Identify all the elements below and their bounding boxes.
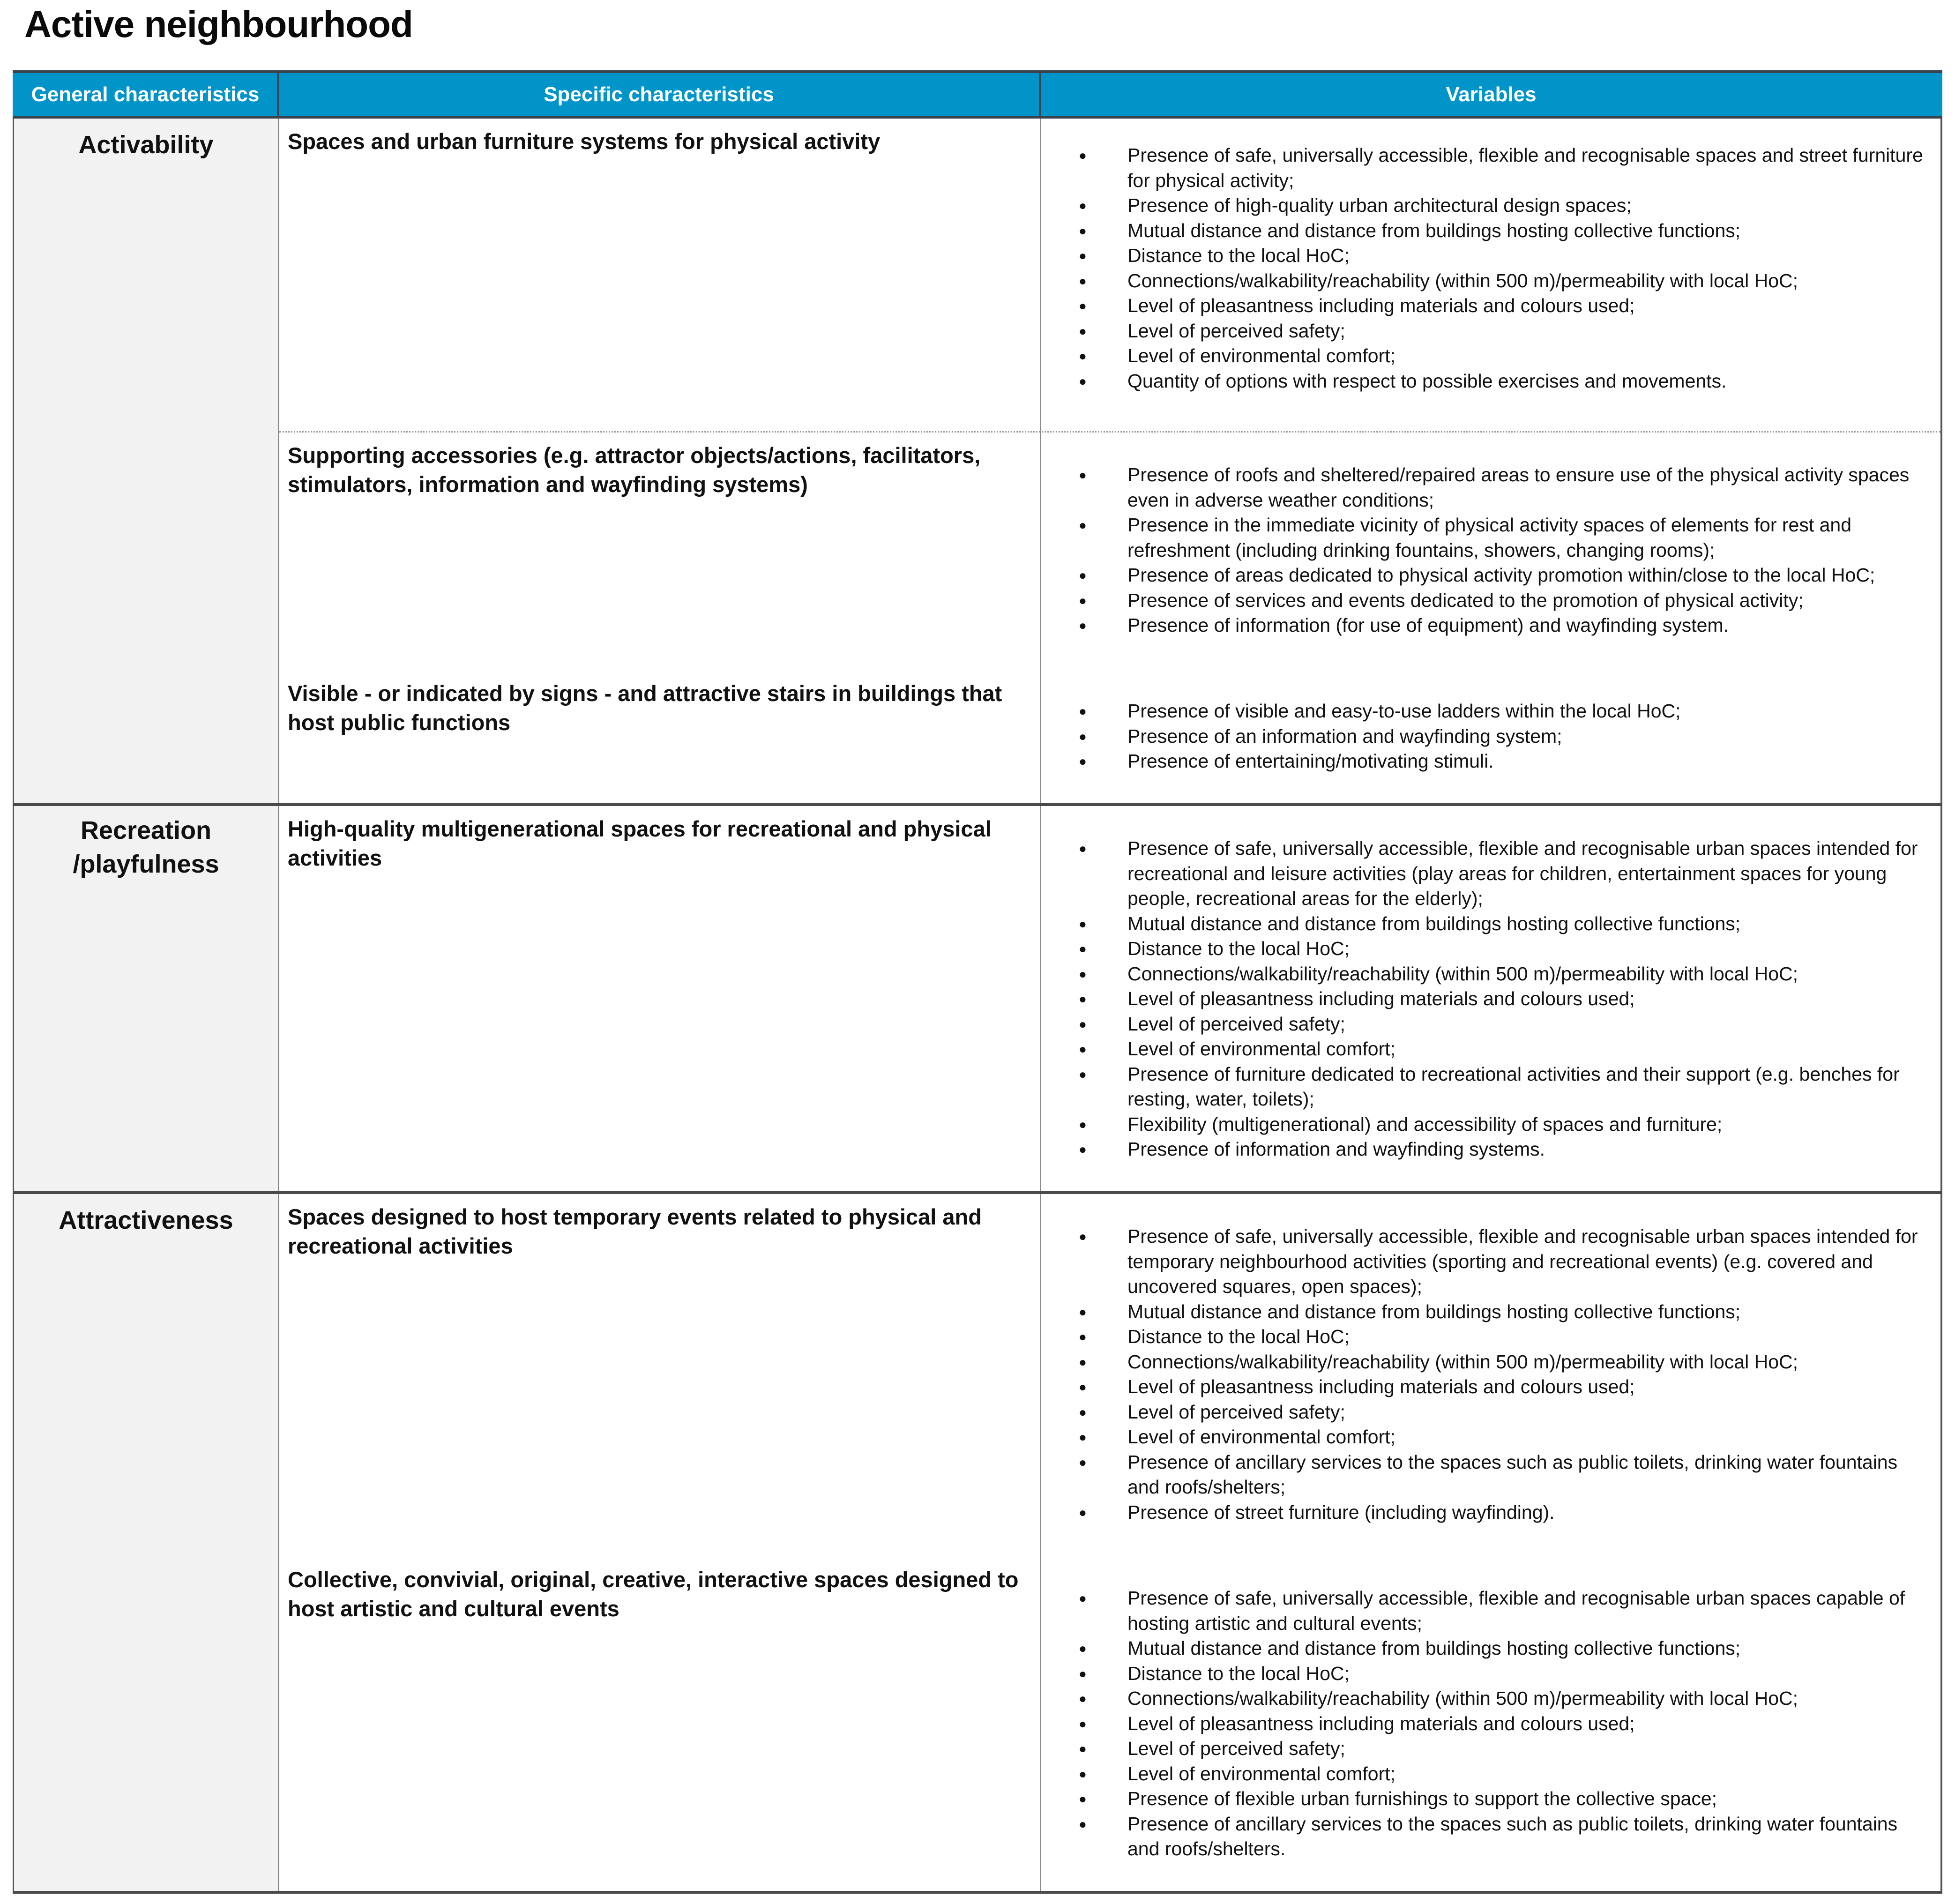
list-item: ● Quantity of options with respect to possible exercises and movements. — [1052, 369, 1931, 394]
list-item: ● Presence of information and wayfinding systems. — [1052, 1137, 1931, 1162]
table-row — [279, 806, 1940, 1190]
list-item: ● Presence of safe, universally accessible, flexible and recognisable spaces and street furniture for physical activity; — [1052, 143, 1931, 193]
list-item: ● Level of pleasantness including materials and colours used; — [1052, 1711, 1931, 1737]
list-item: ● Connections/walkability/reachability (within 500 m)/permeability with local HoC; — [1052, 1350, 1931, 1375]
list-item: ● Presence of high-quality urban architectural design spaces; — [1052, 193, 1931, 218]
list-item: ● Mutual distance and distance from buildings hosting collective functions; — [1052, 911, 1931, 937]
list-item: ● Connections/walkability/reachability (within 500 m)/permeability with local HoC; — [1052, 1686, 1931, 1711]
variables-list — [1052, 143, 1931, 394]
list-item: ● Presence of information (for use of equipment) and wayfinding system. — [1052, 613, 1931, 638]
header-specific-characteristics: Specific characteristics — [544, 82, 774, 106]
characteristics-table — [13, 70, 1942, 1894]
list-item: ● Level of environmental comfort; — [1052, 1425, 1931, 1450]
list-item: ● Presence of safe, universally accessible, flexible and recognisable urban spaces intended for temporary neighbourhood activities (sporting and recreational events) (e.g. covered and uncovered squares, open spaces); — [1052, 1224, 1931, 1299]
list-item: ● Distance to the local HoC; — [1052, 1661, 1931, 1687]
list-item: ● Distance to the local HoC; — [1052, 1324, 1931, 1350]
specific-characteristic: Spaces and urban furniture systems for physical activity — [288, 129, 880, 154]
specific-characteristic: Supporting accessories (e.g. attractor objects/actions, facilitators, stimulators, information and wayfinding systems) — [288, 443, 981, 497]
specific-characteristic: Visible - or indicated by signs - and attractive stairs in buildings that host public functions — [288, 681, 1002, 735]
list-item: ● Level of perceived safety; — [1052, 1400, 1931, 1425]
page-title: Active neighbourhood — [24, 3, 413, 45]
list-item: ● Presence of street furniture (including wayfinding). — [1052, 1500, 1931, 1525]
list-item: ● Level of perceived safety; — [1052, 1736, 1931, 1762]
table-row — [279, 433, 1940, 672]
list-item: ● Presence of roofs and sheltered/repaired areas to ensure use of the physical activity spaces even in adverse weather conditions; — [1052, 463, 1931, 513]
variables-list — [1052, 1224, 1931, 1525]
list-item: ● Presence of an information and wayfinding system; — [1052, 724, 1931, 749]
list-item: ● Presence of services and events dedicated to the promotion of physical activity; — [1052, 588, 1931, 613]
variables-list — [1052, 1586, 1931, 1862]
table-row — [279, 1557, 1940, 1889]
variables-list — [1052, 836, 1931, 1162]
list-item: ● Presence in the immediate vicinity of physical activity spaces of elements for rest and refreshment (including drinking fountains, showers, changing rooms); — [1052, 513, 1931, 563]
header-general-characteristics: General characteristics — [31, 82, 260, 106]
list-item: ● Presence of areas dedicated to physical activity promotion within/close to the local HoC; — [1052, 563, 1931, 588]
general-characteristic: Recreation /playfulness — [13, 806, 278, 1191]
table-row — [279, 119, 1940, 431]
list-item: ● Flexibility (multigenerational) and accessibility of spaces and furniture; — [1052, 1112, 1931, 1137]
list-item: ● Connections/walkability/reachability (within 500 m)/permeability with local HoC; — [1052, 962, 1931, 987]
variables-list — [1052, 463, 1931, 638]
list-item: ● Distance to the local HoC; — [1052, 936, 1931, 962]
list-item: ● Distance to the local HoC; — [1052, 243, 1931, 269]
general-characteristic: Activability — [13, 119, 278, 803]
list-item: ● Presence of ancillary services to the spaces such as public toilets, drinking water fountains and roofs/shelters. — [1052, 1812, 1931, 1862]
table-edge — [1940, 806, 1942, 1191]
general-characteristic: Attractiveness — [13, 1194, 278, 1891]
list-item: ● Presence of flexible urban furnishings to support the collective space; — [1052, 1786, 1931, 1812]
specific-characteristic: Spaces designed to host temporary events related to physical and recreational activities — [288, 1204, 982, 1258]
list-item: ● Level of environmental comfort; — [1052, 1762, 1931, 1787]
section-activability — [13, 119, 1942, 806]
variables-list — [1052, 699, 1931, 774]
table-row — [279, 1194, 1940, 1557]
list-item: ● Presence of ancillary services to the spaces such as public toilets, drinking water fountains and roofs/shelters; — [1052, 1450, 1931, 1500]
specific-characteristic: High-quality multigenerational spaces for recreational and physical activities — [288, 816, 992, 870]
section-attractiveness — [13, 1194, 1942, 1894]
list-item: ● Level of pleasantness including materials and colours used; — [1052, 293, 1931, 319]
table-row — [279, 671, 1940, 802]
list-item: ● Mutual distance and distance from buildings hosting collective functions; — [1052, 1636, 1931, 1661]
table-edge — [1940, 1194, 1942, 1891]
list-item: ● Level of perceived safety; — [1052, 1012, 1931, 1037]
list-item: ● Presence of visible and easy-to-use ladders within the local HoC; — [1052, 699, 1931, 724]
list-item: ● Level of perceived safety; — [1052, 319, 1931, 344]
list-item: ● Presence of safe, universally accessible, flexible and recognisable urban spaces capable of hosting artistic and cultural events; — [1052, 1586, 1931, 1636]
table-header — [13, 70, 1942, 119]
list-item: ● Level of pleasantness including materials and colours used; — [1052, 986, 1931, 1012]
list-item: ● Level of pleasantness including materials and colours used; — [1052, 1374, 1931, 1400]
header-variables: Variables — [1446, 82, 1537, 106]
specific-characteristic: Collective, convivial, original, creative, interactive spaces designed to host artistic and cultural events — [288, 1567, 1019, 1621]
table-edge — [1940, 119, 1942, 803]
list-item: ● Mutual distance and distance from buildings hosting collective functions; — [1052, 218, 1931, 244]
list-item: ● Connections/walkability/reachability (within 500 m)/permeability with local HoC; — [1052, 269, 1931, 294]
list-item: ● Level of environmental comfort; — [1052, 343, 1931, 369]
list-item: ● Level of environmental comfort; — [1052, 1037, 1931, 1062]
list-item: ● Presence of entertaining/motivating stimuli. — [1052, 749, 1931, 774]
section-recreation-playfulness — [13, 806, 1942, 1194]
list-item: ● Presence of furniture dedicated to recreational activities and their support (e.g. benches for resting, water, toilets); — [1052, 1062, 1931, 1112]
list-item: ● Presence of safe, universally accessible, flexible and recognisable urban spaces intended for recreational and leisure activities (play areas for children, entertainment spaces for young people, recreational areas for the elderly); — [1052, 836, 1931, 911]
list-item: ● Mutual distance and distance from buildings hosting collective functions; — [1052, 1299, 1931, 1325]
